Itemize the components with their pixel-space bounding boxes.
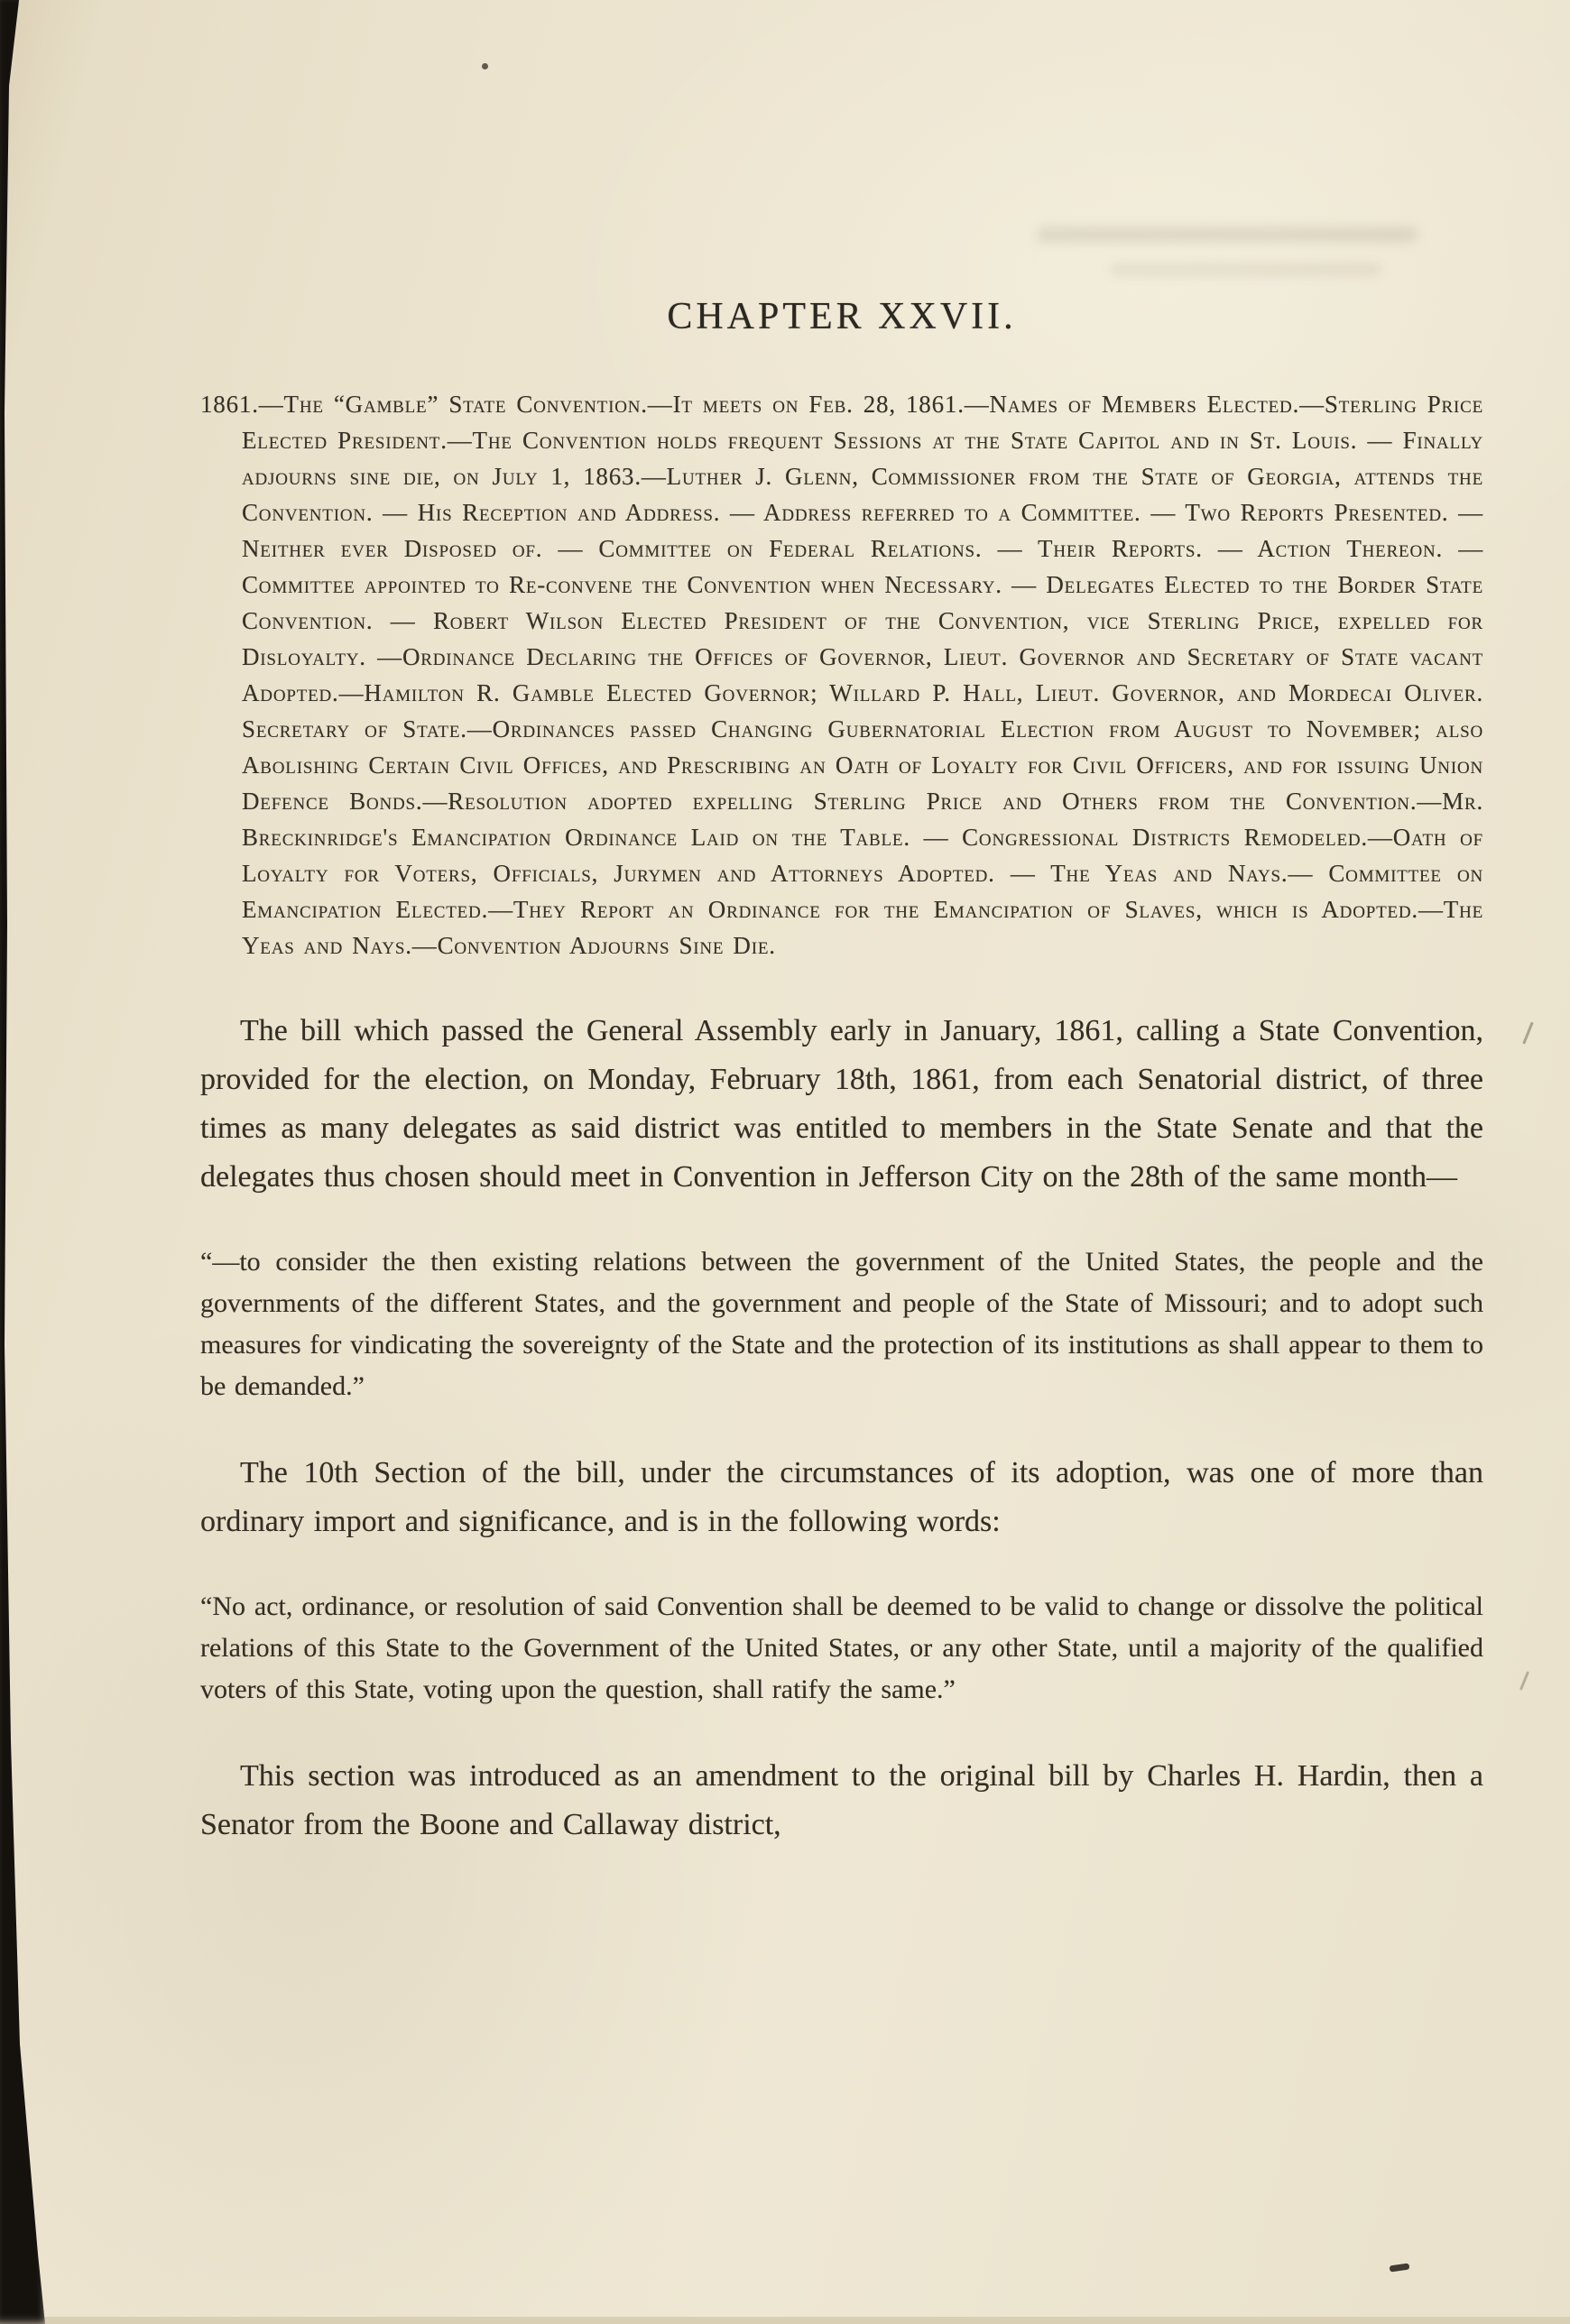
page-content xyxy=(200,298,1483,1889)
chapter-title: CHAPTER XXVII. xyxy=(667,296,1017,337)
scan-gutter-shadow xyxy=(0,0,47,2324)
block-quote-1: “—to consider the then existing relations between the government of the United States, the people and the governments of the different States, and the government and people of the State of Missouri; and to adopt such measures for vindicating the sovereignty of the State and the protection of its institutions as shall appear to them to be demanded.” xyxy=(200,1247,1483,1401)
ink-bleedthrough-smudge xyxy=(1038,227,1417,242)
ink-mark xyxy=(1390,2264,1410,2273)
scan-scratch xyxy=(1519,1671,1529,1691)
block-quote-2: “No act, ordinance, or resolution of said Convention shall be deemed to be valid to change or dissolve the political relations of this State to the Government of the United States, or any other State, until a majority of the qualified voters of this State, voting upon the question, shall ratify the same.” xyxy=(200,1591,1483,1704)
ink-speck xyxy=(482,63,488,69)
scan-scratch xyxy=(1522,1021,1534,1044)
body-paragraph-3: This section was introduced as an amendment to the original bill by Charles H. Hardin, then a Senator from the Boone and Callaway district, xyxy=(200,1759,1483,1841)
chapter-summary: 1861.—The “Gamble” State Convention.—It meets on Feb. 28, 1861.—Names of Members Elected.—Sterling Price Elected President.—The Convention holds frequent Sessions at the State Capitol and in St. Louis. — Finally adjourns sine die, on July 1, 1863.—Luther J. Glenn, Commissioner from the State of Georgia, attends the Convention. — His Reception and Address. — Address referred to a Committee. — Two Reports Presented. — Neither ever Disposed of. — Committee on Federal Relations. — Their Reports. — Action Thereon. — Committee appointed to Re-convene the Convention when Necessary. — Delegates Elected to the Border State Convention. — Robert Wilson Elected President of the Convention, vice Sterling Price, expelled for Disloyalty. —Ordinance Declaring the Offices of Governor, Lieut. Governor and Secretary of State vacant Adopted.—Hamilton R. Gamble Elected Governor; Willard P. Hall, Lieut. Governor, and Mordecai Oliver. Secretary of State.—Ordinances passed Changing Gubernatorial Election from August to November; also Abolishing Certain Civil Offices, and Prescribing an Oath of Loyalty for Civil Officers, and for issuing Union Defence Bonds.—Resolution adopted expelling Sterling Price and Others from the Convention.—Mr. Breckinridge's Emancipation Ordinance Laid on the Table. — Congressional Districts Remodeled.—Oath of Loyalty for Voters, Officials, Jurymen and Attorneys Adopted. — The Yeas and Nays.— Committee on Emancipation Elected.—They Report an Ordinance for the Emancipation of Slaves, which is Adopted.—The Yeas and Nays.—Convention Adjourns Sine Die. xyxy=(200,391,1483,959)
ink-bleedthrough-smudge xyxy=(1110,263,1381,276)
body-paragraph-1: The bill which passed the General Assembly early in January, 1861, calling a State Convention, provided for the election, on Monday, February 18th, 1861, from each Senatorial district, of three times as many delegates as said district was entitled to members in the State Senate and that the delegates thus chosen should meet in Convention in Jefferson City on the 28th of the same month— xyxy=(200,1014,1483,1194)
body-paragraph-2: The 10th Section of the bill, under the circumstances of its adoption, was one of more than ordinary import and significance, and is in the following words: xyxy=(200,1456,1483,1538)
